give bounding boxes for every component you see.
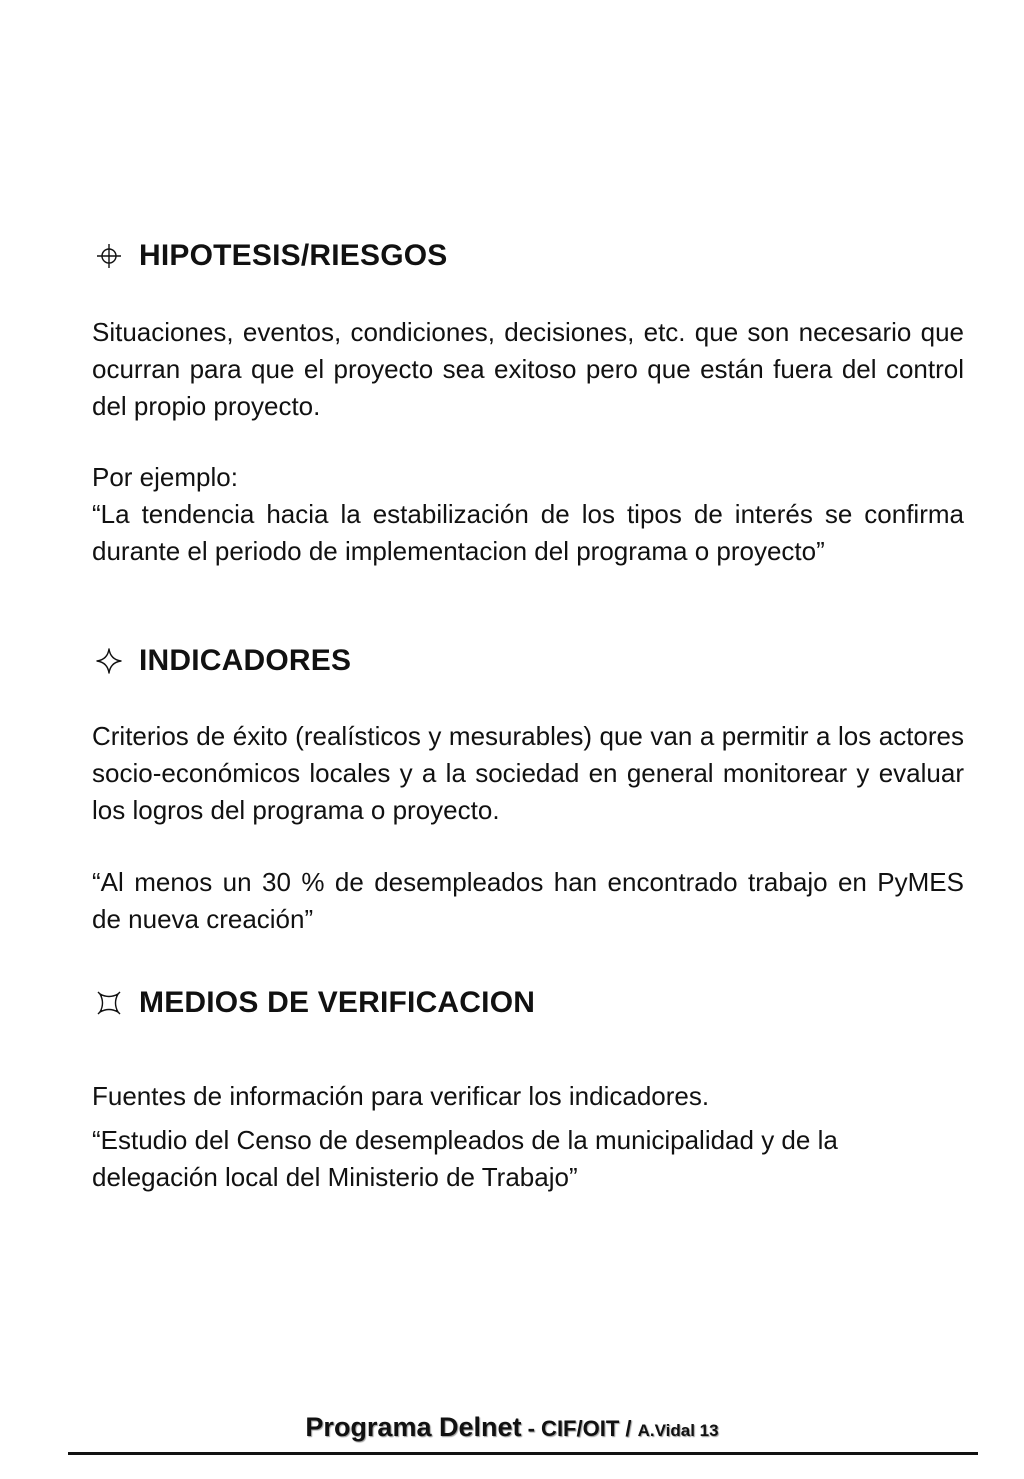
page-footer — [0, 1412, 1024, 1443]
paragraph-example-quote: “La tendencia hacia la estabilización de los tipos de interés se confirma durante el periodo de implementacion del programa o proyecto” — [92, 499, 964, 566]
section-heading-indicadores — [95, 643, 351, 679]
paragraph-example-label: Por ejemplo: — [92, 462, 238, 492]
section-title: HIPOTESIS/RIESGOS — [139, 239, 448, 272]
paragraph-definition: Situaciones, eventos, condiciones, decisiones, etc. que son necesario que ocurran para que el proyecto sea exitoso pero que están fuera del control del propio proyecto. — [92, 317, 964, 421]
footer-author-page: A.Vidal 13 — [637, 1421, 719, 1440]
footer-program: Programa Delnet — [305, 1412, 522, 1442]
paragraph-example-quote: “Estudio del Censo de desempleados de la municipalidad y de la delegación local del Ministerio de Trabajo” — [92, 1125, 838, 1192]
footer-divider — [68, 1452, 978, 1455]
paragraph-definition: Fuentes de información para verificar los indicadores. — [92, 1081, 710, 1111]
crosshair-icon — [95, 242, 123, 270]
section-title: MEDIOS DE VERIFICACION — [139, 986, 536, 1019]
section-heading-hipotesis — [95, 238, 447, 274]
section-heading-medios — [95, 985, 535, 1021]
footer-org: - CIF/OIT / — [521, 1416, 638, 1441]
four-point-star-icon — [95, 647, 123, 675]
currency-sign-icon — [95, 989, 123, 1017]
section-title: INDICADORES — [139, 644, 352, 677]
paragraph-definition: Criterios de éxito (realísticos y mesurables) que van a permitir a los actores socio-económicos locales y a la sociedad en general monitorear y evaluar los logros del programa o proyecto. — [92, 721, 964, 825]
paragraph-example-quote: “Al menos un 30 % de desempleados han encontrado trabajo en PyMES de nueva creación” — [92, 867, 964, 934]
